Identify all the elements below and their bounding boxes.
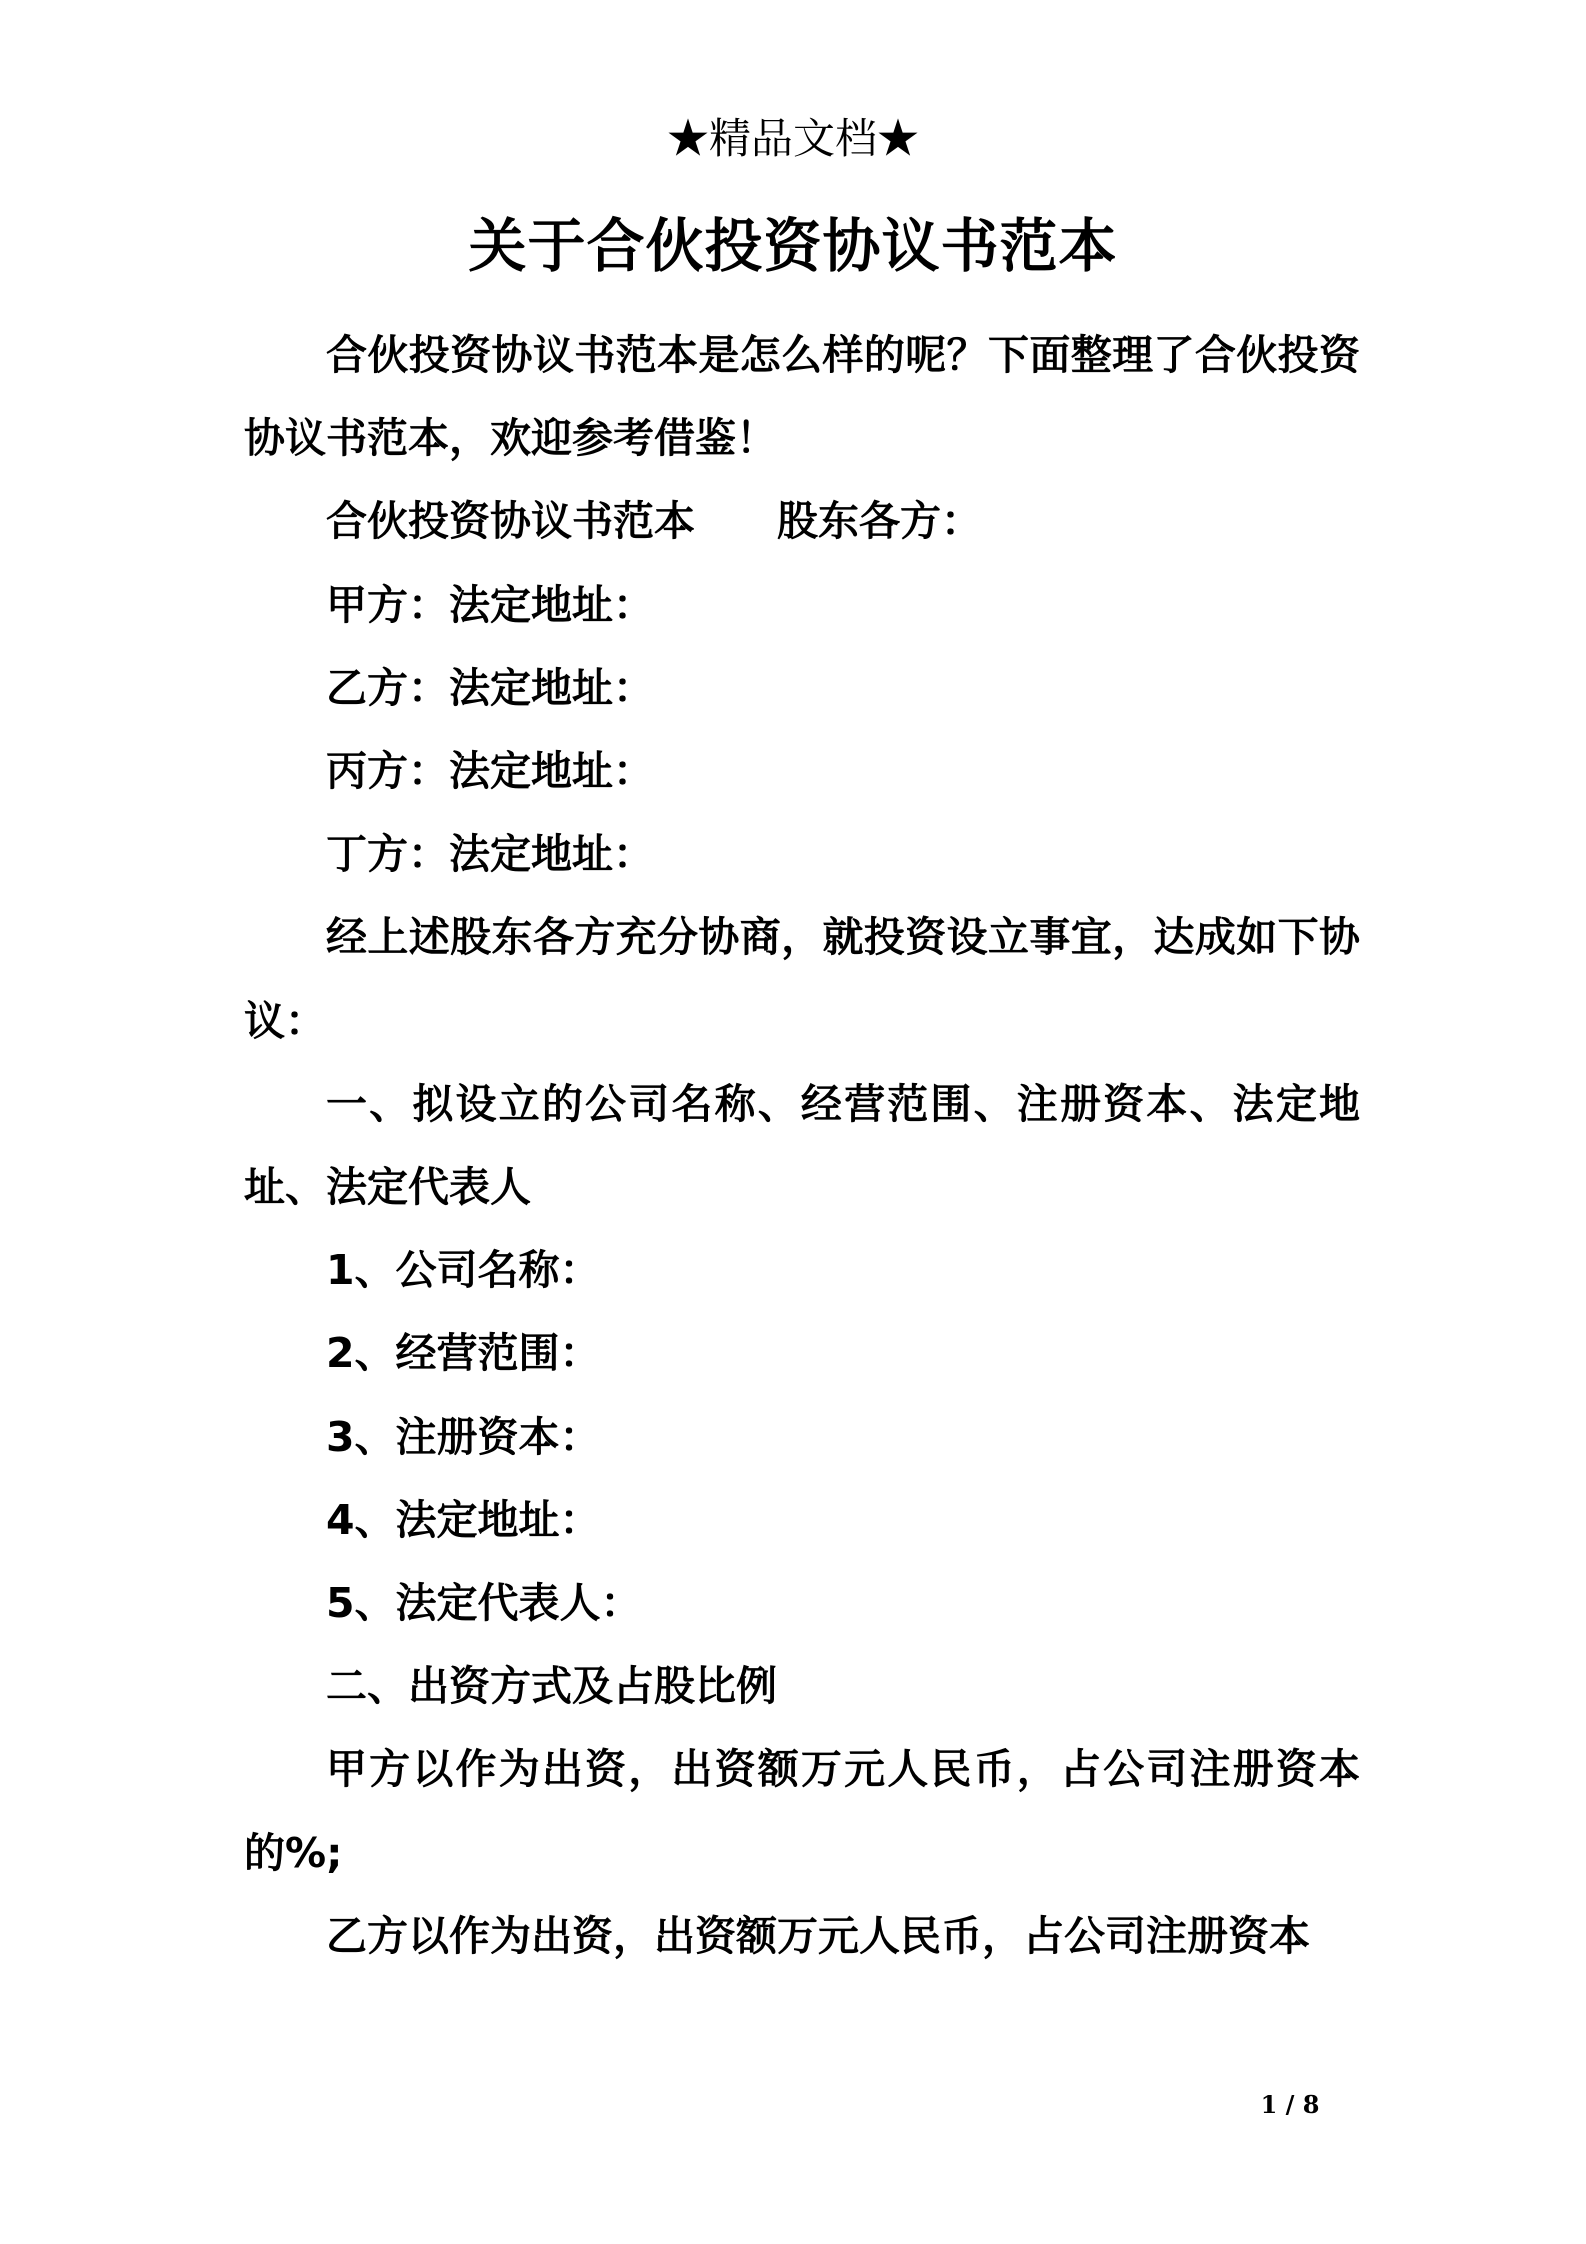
section-one-heading: 一、拟设立的公司名称、经营范围、注册资本、法定地址、法定代表人 [244,1079,1360,1212]
registered-capital-line: 3、注册资本： [326,1412,601,1461]
business-scope-line: 2、经营范围： [326,1329,601,1378]
legal-representative-line: 5、法定代表人： [326,1579,642,1628]
shareholders-label: 股东各方： [777,497,982,546]
party-d-line: 丁方：法定地址： [326,830,654,879]
legal-address-line: 4、法定地址： [326,1495,601,1544]
document-header-mark: ★精品文档★ [666,114,919,163]
party-a-contribution-paragraph: 甲方以作为出资，出资额万元人民币，占公司注册资本的%; [244,1745,1360,1877]
party-c-line: 丙方：法定地址： [326,747,654,796]
party-b-line: 乙方：法定地址： [326,663,654,712]
document-title: 关于合伙投资协议书范本 [468,212,1118,280]
party-b-contribution-paragraph: 乙方以作为出资，出资额万元人民币，占公司注册资本 [326,1911,1310,1960]
intro-paragraph: 合伙投资协议书范本是怎么样的呢？下面整理了合伙投资协议书范本，欢迎参考借鉴！ [244,331,1360,463]
document-body [244,314,1360,1978]
template-heading-line [244,480,1360,563]
party-a-line: 甲方：法定地址： [326,580,654,629]
section-two-heading: 二、出资方式及占股比例 [326,1662,777,1711]
company-name-line: 1、公司名称： [326,1246,601,1295]
template-name: 合伙投资协议书范本 [326,497,695,546]
page-number: 1 / 8 [1260,2090,1320,2119]
agreement-intro-paragraph: 经上述股东各方充分协商，就投资设立事宜，达成如下协议： [244,913,1360,1045]
